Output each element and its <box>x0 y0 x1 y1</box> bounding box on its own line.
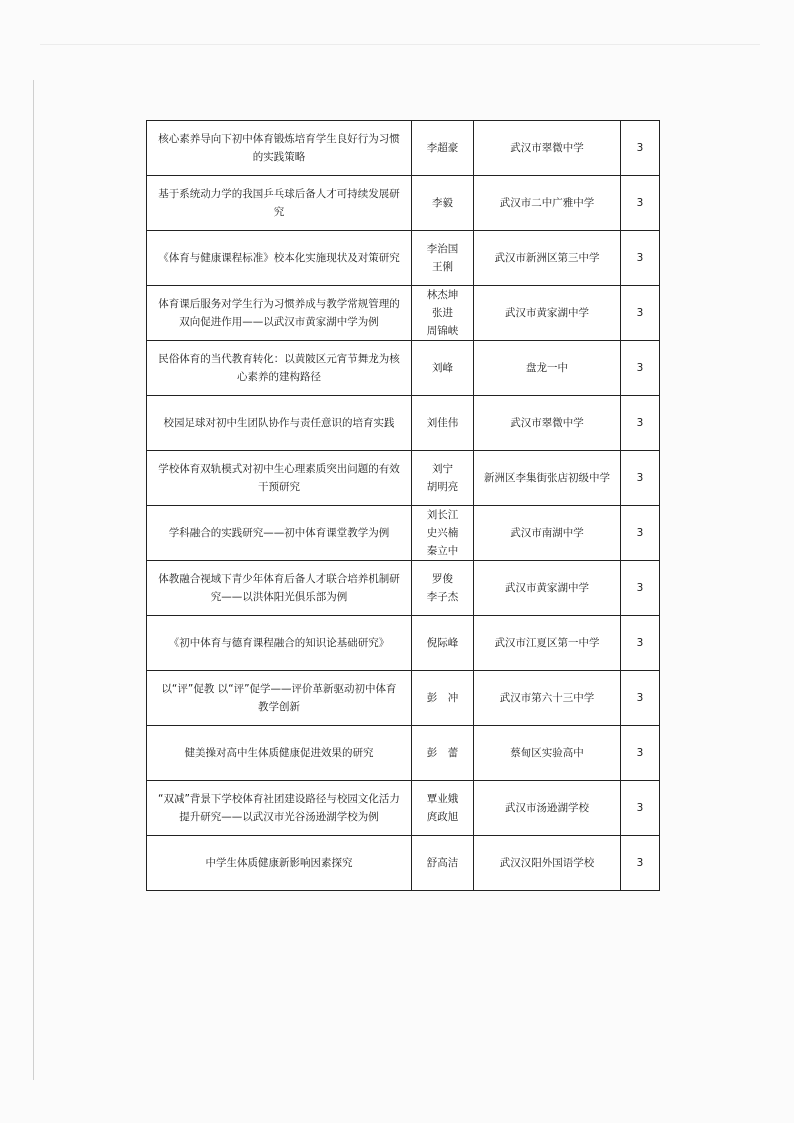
grade-cell: 3 <box>621 561 660 616</box>
author-name: 彭 冲 <box>426 692 459 704</box>
table-row <box>147 561 660 616</box>
grade-cell: 3 <box>621 616 660 671</box>
author-name: 李超豪 <box>426 142 459 154</box>
school-cell: 武汉市南湖中学 <box>474 506 621 561</box>
school-cell: 武汉市翠微中学 <box>474 121 621 176</box>
table-row <box>147 836 660 891</box>
paper-title-cell: 学校体育双轨模式对初中生心理素质突出问题的有效干预研究 <box>147 451 412 506</box>
table-row <box>147 726 660 781</box>
school-cell: 武汉市汤逊湖学校 <box>474 781 621 836</box>
table-row <box>147 671 660 726</box>
grade-cell: 3 <box>621 176 660 231</box>
paper-title-cell: 《初中体育与德育课程融合的知识论基础研究》 <box>147 616 412 671</box>
school-cell: 武汉市江夏区第一中学 <box>474 616 621 671</box>
grade-cell: 3 <box>621 121 660 176</box>
author-cell <box>412 616 474 671</box>
page-top-edge <box>40 44 760 45</box>
paper-title-cell: 校园足球对初中生团队协作与责任意识的培育实践 <box>147 396 412 451</box>
author-name: 庹政旭 <box>426 811 459 823</box>
grade-cell: 3 <box>621 671 660 726</box>
author-name: 刘长江 <box>426 509 459 521</box>
author-name: 王俐 <box>432 261 453 273</box>
table-row <box>147 616 660 671</box>
author-cell <box>412 231 474 286</box>
author-cell <box>412 506 474 561</box>
paper-title-cell: 体育课后服务对学生行为习惯养成与教学常规管理的双向促进作用——以武汉市黄家湖中学为例 <box>147 286 412 341</box>
author-name: 舒高洁 <box>426 857 459 869</box>
author-name: 张进 <box>432 307 453 319</box>
school-cell: 武汉汉阳外国语学校 <box>474 836 621 891</box>
table-row <box>147 506 660 561</box>
grade-cell: 3 <box>621 286 660 341</box>
paper-title-cell: 民俗体育的当代教育转化：以黄陂区元宵节舞龙为核心素养的建构路径 <box>147 341 412 396</box>
author-cell <box>412 561 474 616</box>
grade-cell: 3 <box>621 836 660 891</box>
paper-title-cell: 健美操对高中生体质健康促进效果的研究 <box>147 726 412 781</box>
table-row <box>147 121 660 176</box>
school-cell: 新洲区李集街张店初级中学 <box>474 451 621 506</box>
paper-title-cell: 核心素养导向下初中体育锻炼培育学生良好行为习惯的实践策略 <box>147 121 412 176</box>
paper-title-cell: 以“评”促教 以“评”促学——评价革新驱动初中体育教学创新 <box>147 671 412 726</box>
author-name: 罗俊 <box>432 573 453 585</box>
school-cell: 武汉市二中广雅中学 <box>474 176 621 231</box>
school-cell: 武汉市黄家湖中学 <box>474 286 621 341</box>
author-cell <box>412 781 474 836</box>
table-row <box>147 286 660 341</box>
school-cell: 蔡甸区实验高中 <box>474 726 621 781</box>
author-cell <box>412 451 474 506</box>
author-cell <box>412 341 474 396</box>
author-name: 李治国 <box>426 243 459 255</box>
grade-cell: 3 <box>621 451 660 506</box>
author-name: 胡明亮 <box>426 481 459 493</box>
school-cell: 盘龙一中 <box>474 341 621 396</box>
grade-cell: 3 <box>621 781 660 836</box>
author-name: 林杰坤 <box>426 289 459 301</box>
author-name: 刘宁 <box>432 463 453 475</box>
grade-cell: 3 <box>621 726 660 781</box>
grade-cell: 3 <box>621 341 660 396</box>
author-name: 史兴楠 <box>426 527 459 539</box>
table-row <box>147 341 660 396</box>
grade-cell: 3 <box>621 396 660 451</box>
author-cell <box>412 396 474 451</box>
author-name: 刘峰 <box>432 362 453 374</box>
table-row <box>147 781 660 836</box>
author-cell <box>412 671 474 726</box>
grade-cell: 3 <box>621 231 660 286</box>
award-table-body <box>147 121 660 891</box>
table-row <box>147 396 660 451</box>
author-cell <box>412 726 474 781</box>
author-name: 李毅 <box>432 197 453 209</box>
grade-cell: 3 <box>621 506 660 561</box>
author-name: 彭 蕾 <box>426 747 459 759</box>
author-name: 覃业娥 <box>426 793 459 805</box>
paper-title-cell: 学科融合的实践研究——初中体育课堂教学为例 <box>147 506 412 561</box>
school-cell: 武汉市新洲区第三中学 <box>474 231 621 286</box>
award-table <box>146 120 660 891</box>
author-cell <box>412 121 474 176</box>
author-cell <box>412 286 474 341</box>
school-cell: 武汉市第六十三中学 <box>474 671 621 726</box>
paper-title-cell: 《体育与健康课程标准》校本化实施现状及对策研究 <box>147 231 412 286</box>
school-cell: 武汉市黄家湖中学 <box>474 561 621 616</box>
paper-title-cell: 基于系统动力学的我国乒乓球后备人才可持续发展研究 <box>147 176 412 231</box>
paper-title-cell: 中学生体质健康新影响因素探究 <box>147 836 412 891</box>
paper-title-cell: “双减”背景下学校体育社团建设路径与校园文化活力提升研究——以武汉市光谷汤逊湖学校为例 <box>147 781 412 836</box>
author-cell <box>412 836 474 891</box>
paper-title-cell: 体教融合视域下青少年体育后备人才联合培养机制研究——以洪体阳光俱乐部为例 <box>147 561 412 616</box>
table-row <box>147 176 660 231</box>
author-name: 刘佳伟 <box>426 417 459 429</box>
author-name: 周锦峡 <box>426 325 459 337</box>
author-name: 秦立中 <box>426 545 459 557</box>
page-left-edge <box>33 80 34 1080</box>
table-row <box>147 451 660 506</box>
table-row <box>147 231 660 286</box>
author-name: 倪际峰 <box>426 637 459 649</box>
author-name: 李子杰 <box>426 591 459 603</box>
author-cell <box>412 176 474 231</box>
school-cell: 武汉市翠微中学 <box>474 396 621 451</box>
